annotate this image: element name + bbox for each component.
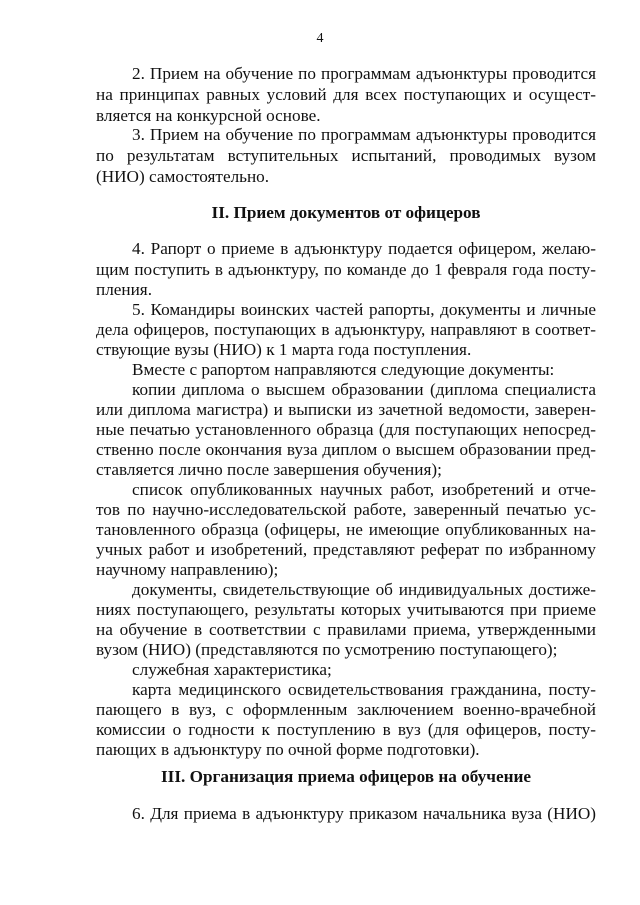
text-line: комиссии о годности к поступлению в вуз (для офицеров, посту-: [96, 720, 596, 739]
page-number: 4: [316, 31, 324, 46]
text-line: пления.: [96, 280, 153, 299]
text-line: дела офицеров, поступающих в адъюнктуру, направляют в соответ-: [96, 320, 596, 339]
text-line: Вместе с рапортом направляются следующие документы:: [132, 360, 555, 379]
text-line: или диплома магистра) и выписки из зачетной ведомости, заверен-: [96, 400, 596, 419]
text-line: документы, свидетельствующие об индивидуальных достиже-: [132, 580, 596, 599]
text-line: 3. Прием на обучение по программам адъюнктуры проводится: [132, 125, 596, 144]
text-line: карта медицинского освидетельствования гражданина, посту-: [132, 680, 596, 699]
section-heading: II. Прием документов от офицеров: [211, 203, 481, 222]
text-line: на обучение в соответствии с правилами приема, утвержденными: [96, 620, 596, 639]
text-line: 5. Командиры воинских частей рапорты, документы и личные: [132, 300, 596, 319]
text-line: список опубликованных научных работ, изобретений и отче-: [132, 480, 596, 499]
text-line: копии диплома о высшем образовании (диплома специалиста: [132, 380, 596, 399]
text-line: ственно после окончания вуза диплом о высшем образовании пред-: [96, 440, 596, 459]
text-line: пающих в адъюнктуру по очной форме подготовки).: [96, 740, 480, 759]
text-line: щим поступить в адъюнктуру, по команде до 1 февраля года посту-: [96, 260, 596, 279]
text-line: 6. Для приема в адъюнктуру приказом начальника вуза (НИО): [132, 804, 596, 823]
text-line: ные печатью установленного образца (для поступающих непосред-: [96, 420, 596, 439]
text-line: ствующие вузы (НИО) к 1 марта года поступления.: [96, 340, 472, 359]
text-line: 2. Прием на обучение по программам адъюнктуры проводится: [132, 64, 596, 83]
text-line: ставляется лично после завершения обучения);: [96, 460, 442, 479]
text-line: на принципах равных условий для всех поступающих и осущест-: [96, 85, 596, 104]
text-line: 4. Рапорт о приеме в адъюнктуру подается офицером, желаю-: [132, 239, 596, 258]
text-line: по результатам вступительных испытаний, проводимых вузом: [96, 146, 596, 165]
section-heading: III. Организация приема офицеров на обучение: [160, 767, 532, 786]
text-line: ниях поступающего, результаты которых учитываются при приеме: [96, 600, 596, 619]
text-line: тов по научно-исследовательской работе, заверенный печатью ус-: [96, 500, 596, 519]
text-line: вляется на конкурсной основе.: [96, 106, 321, 125]
text-line: пающего в вуз, с оформленным заключением военно-врачебной: [96, 700, 596, 719]
text-line: тановленного образца (офицеры, не имеющие опубликованных на-: [96, 520, 596, 539]
text-line: (НИО) самостоятельно.: [96, 167, 270, 186]
text-line: служебная характеристика;: [132, 660, 332, 679]
text-line: вузом (НИО) (представляются по усмотрению поступающего);: [96, 640, 558, 659]
text-line: учных работ и изобретений, представляют реферат по избранному: [96, 540, 596, 559]
text-line: научному направлению);: [96, 560, 279, 579]
